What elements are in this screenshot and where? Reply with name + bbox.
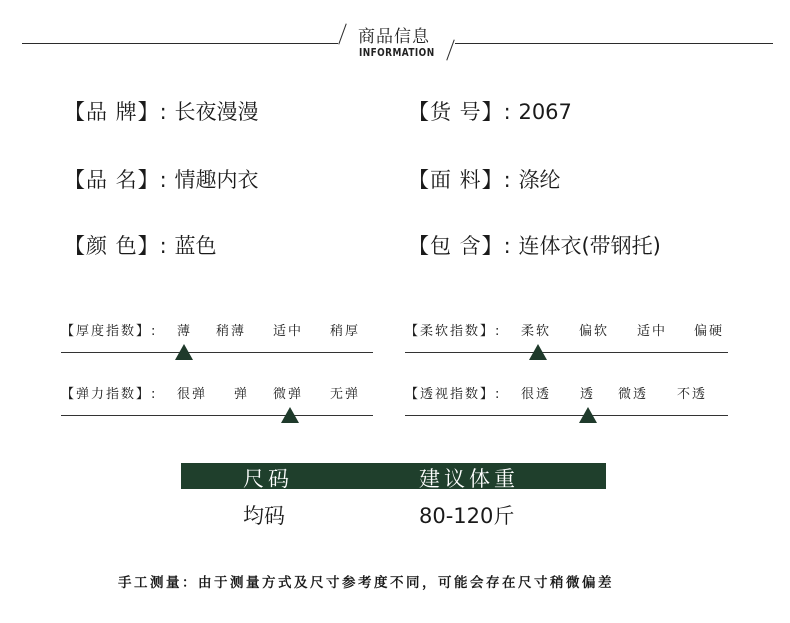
info-includes xyxy=(408,230,661,260)
scale-transparency-option: 透 xyxy=(580,387,596,402)
size-cell-weight: 80-120斤 xyxy=(419,504,515,528)
scale-transparency-option: 很透 xyxy=(521,387,552,402)
header-left-slash xyxy=(338,23,346,44)
info-fabric-label: 【面 料】: xyxy=(408,168,512,192)
size-table-header xyxy=(181,463,606,489)
header-title-en: INFORMATION xyxy=(359,47,435,59)
header-right-slash xyxy=(446,39,454,60)
header-left-line xyxy=(22,43,338,44)
measurement-note: 手工测量：由于测量方式及尺寸参考度不同，可能会存在尺寸稍微偏差 xyxy=(118,575,614,591)
info-item-no xyxy=(408,96,572,126)
size-header-size: 尺码 xyxy=(243,467,293,491)
scale-transparency-option: 不透 xyxy=(677,387,708,402)
header-right-line xyxy=(455,43,773,44)
info-color-value: 蓝色 xyxy=(174,234,217,258)
scale-elasticity-label: 【弹力指数】: xyxy=(61,387,158,402)
scale-elasticity-option: 弹 xyxy=(234,387,250,402)
scale-thickness-option: 适中 xyxy=(273,324,304,339)
scale-softness-option: 适中 xyxy=(637,324,668,339)
scale-softness-option: 偏软 xyxy=(579,324,610,339)
info-includes-value: 连体衣(带钢托) xyxy=(518,234,661,258)
info-brand-label: 【品 牌】: xyxy=(64,100,168,124)
scale-softness-line xyxy=(405,352,728,353)
info-product-name-value: 情趣内衣 xyxy=(174,168,259,192)
info-color xyxy=(64,230,216,260)
info-brand xyxy=(64,96,258,126)
scale-transparency-label: 【透视指数】: xyxy=(405,387,502,402)
scale-softness-option: 偏硬 xyxy=(694,324,725,339)
size-cell-size: 均码 xyxy=(243,504,285,528)
scale-thickness-line xyxy=(61,352,373,353)
scale-transparency-marker xyxy=(579,407,597,423)
info-item-no-value: 2067 xyxy=(518,100,572,124)
scale-elasticity-option: 很弹 xyxy=(177,387,208,402)
info-product-name xyxy=(64,164,258,194)
info-fabric xyxy=(408,164,560,194)
info-product-name-label: 【品 名】: xyxy=(64,168,168,192)
scale-softness-marker xyxy=(529,344,547,360)
scale-thickness-marker xyxy=(175,344,193,360)
scale-elasticity-marker xyxy=(281,407,299,423)
scale-thickness-option: 稍薄 xyxy=(216,324,247,339)
info-item-no-label: 【货 号】: xyxy=(408,100,512,124)
scale-softness-label: 【柔软指数】: xyxy=(405,324,502,339)
scale-thickness-option: 薄 xyxy=(177,324,193,339)
scale-transparency-line xyxy=(405,415,728,416)
size-header-weight: 建议体重 xyxy=(419,467,519,491)
scale-softness-option: 柔软 xyxy=(521,324,552,339)
scale-elasticity-line xyxy=(61,415,373,416)
scale-elasticity-option: 无弹 xyxy=(330,387,361,402)
info-includes-label: 【包 含】: xyxy=(408,234,512,258)
info-brand-value: 长夜漫漫 xyxy=(174,100,259,124)
info-fabric-value: 涤纶 xyxy=(518,168,561,192)
scale-thickness-option: 稍厚 xyxy=(330,324,361,339)
info-color-label: 【颜 色】: xyxy=(64,234,168,258)
scale-elasticity-option: 微弹 xyxy=(273,387,304,402)
header-title-cn: 商品信息 xyxy=(358,27,430,47)
scale-transparency-option: 微透 xyxy=(618,387,649,402)
scale-thickness-label: 【厚度指数】: xyxy=(61,324,158,339)
